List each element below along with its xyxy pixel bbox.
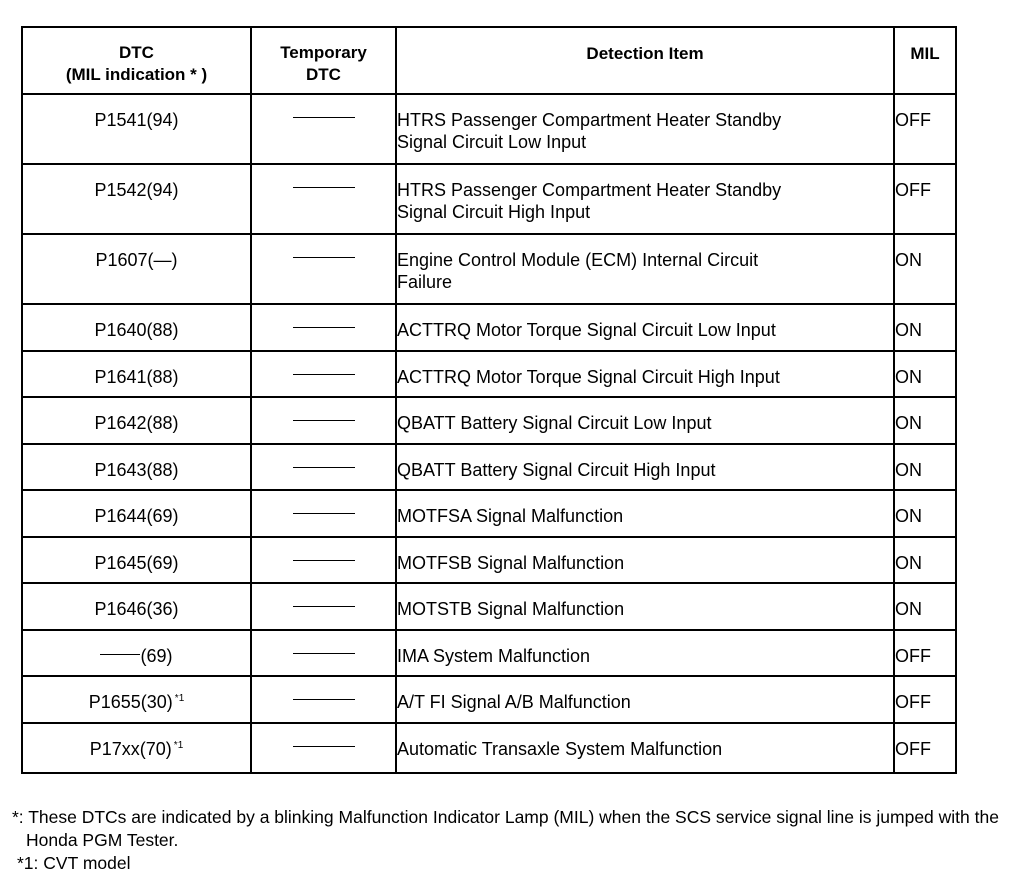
detection-item xyxy=(396,723,894,773)
code-dash-line xyxy=(100,654,140,655)
table-row xyxy=(22,583,956,630)
mil-status: ON xyxy=(894,234,956,304)
header-temp-line1: Temporary xyxy=(280,43,367,62)
detection-item xyxy=(396,537,894,583)
dtc-code xyxy=(22,234,251,304)
mil-status: OFF xyxy=(894,164,956,234)
detection-item-line: ACTTRQ Motor Torque Signal Circuit Low Input xyxy=(397,320,776,340)
footnote-marker: *1 xyxy=(174,693,185,704)
table-row xyxy=(22,351,956,397)
dtc-code-text: P1640(88) xyxy=(94,320,179,340)
dash-line xyxy=(293,513,355,514)
mil-status: ON xyxy=(894,304,956,351)
temporary-dtc xyxy=(251,583,396,630)
detection-item xyxy=(396,94,894,164)
detection-item xyxy=(396,234,894,304)
table-row xyxy=(22,676,956,723)
dash-line xyxy=(293,420,355,421)
dtc-code-text: P1542(94) xyxy=(94,180,179,200)
mil-status: ON xyxy=(894,583,956,630)
detection-item-line: Engine Control Module (ECM) Internal Circuit xyxy=(397,250,759,270)
dtc-code-text: P1655(30) xyxy=(88,692,173,712)
dtc-code-text: P17xx(70) xyxy=(89,739,172,759)
dtc-code-text: P1642(88) xyxy=(94,413,179,433)
detection-item xyxy=(396,397,894,444)
temporary-dtc xyxy=(251,94,396,164)
detection-item xyxy=(396,676,894,723)
temporary-dtc xyxy=(251,351,396,397)
dtc-code-text: P1607(—) xyxy=(95,250,178,270)
mil-status: OFF xyxy=(894,94,956,164)
detection-item xyxy=(396,444,894,490)
dtc-code-text: P1641(88) xyxy=(94,367,179,387)
footnotes xyxy=(12,806,1016,875)
dtc-code xyxy=(22,444,251,490)
mil-status: ON xyxy=(894,537,956,583)
dtc-code xyxy=(22,490,251,537)
dtc-code xyxy=(22,583,251,630)
detection-item-line: A/T FI Signal A/B Malfunction xyxy=(397,692,631,712)
table-row xyxy=(22,723,956,773)
footnote-cvt: *1: CVT model xyxy=(17,853,131,873)
detection-item xyxy=(396,490,894,537)
dash-line xyxy=(293,117,355,118)
detection-item-line: MOTFSB Signal Malfunction xyxy=(397,553,625,573)
temporary-dtc xyxy=(251,234,396,304)
detection-item-line: Signal Circuit Low Input xyxy=(397,132,587,152)
table-row xyxy=(22,304,956,351)
mil-status: OFF xyxy=(894,630,956,676)
dtc-code xyxy=(22,304,251,351)
dash-line xyxy=(293,187,355,188)
detection-item-line: QBATT Battery Signal Circuit High Input xyxy=(397,460,716,480)
mil-status: ON xyxy=(894,397,956,444)
detection-item xyxy=(396,630,894,676)
dash-line xyxy=(293,374,355,375)
dash-line xyxy=(293,560,355,561)
dtc-code-text: P1541(94) xyxy=(94,110,179,130)
mil-status: ON xyxy=(894,444,956,490)
dtc-code-text: P1643(88) xyxy=(94,460,179,480)
dtc-code-text: P1646(36) xyxy=(94,599,179,619)
table-row xyxy=(22,94,956,164)
detection-item-line: HTRS Passenger Compartment Heater Standby xyxy=(397,110,782,130)
detection-item-line: ACTTRQ Motor Torque Signal Circuit High Input xyxy=(397,367,780,387)
dtc-code-text: P1644(69) xyxy=(94,506,179,526)
detection-item-line: MOTSTB Signal Malfunction xyxy=(397,599,625,619)
dtc-code xyxy=(22,676,251,723)
detection-item-line: IMA System Malfunction xyxy=(397,646,591,666)
dash-line xyxy=(293,467,355,468)
dtc-code xyxy=(22,164,251,234)
header-dtc-line1: DTC xyxy=(119,43,154,62)
temporary-dtc xyxy=(251,164,396,234)
dtc-code xyxy=(22,537,251,583)
header-dtc xyxy=(22,27,251,94)
mil-status: ON xyxy=(894,351,956,397)
temporary-dtc xyxy=(251,630,396,676)
table-row xyxy=(22,234,956,304)
dtc-code xyxy=(22,397,251,444)
detection-item-line: Signal Circuit High Input xyxy=(397,202,591,222)
detection-item-line: QBATT Battery Signal Circuit Low Input xyxy=(397,413,712,433)
header-mil: MIL xyxy=(894,27,956,94)
header-detection-item: Detection Item xyxy=(396,27,894,94)
dash-line xyxy=(293,746,355,747)
temporary-dtc xyxy=(251,676,396,723)
dash-line xyxy=(293,699,355,700)
detection-item xyxy=(396,164,894,234)
header-dtc-line2: (MIL indication * ) xyxy=(65,65,208,84)
temporary-dtc xyxy=(251,490,396,537)
mil-status: OFF xyxy=(894,676,956,723)
dash-line xyxy=(293,257,355,258)
detection-item-line: MOTFSA Signal Malfunction xyxy=(397,506,624,526)
dash-line xyxy=(293,653,355,654)
detection-item xyxy=(396,583,894,630)
detection-item-line: HTRS Passenger Compartment Heater Standby xyxy=(397,180,782,200)
dtc-code xyxy=(22,723,251,773)
table-row xyxy=(22,630,956,676)
detection-item xyxy=(396,304,894,351)
dtc-table xyxy=(21,26,957,774)
table-row xyxy=(22,537,956,583)
footnote-marker: *1 xyxy=(173,740,184,751)
detection-item-line: Automatic Transaxle System Malfunction xyxy=(397,739,723,759)
header-temp-line2: DTC xyxy=(306,65,341,84)
footnote-star: *: These DTCs are indicated by a blinking Malfunction Indicator Lamp (MIL) when the SCS service signal line is jumped with the Honda PGM Tester. xyxy=(12,807,999,850)
table-row xyxy=(22,444,956,490)
dtc-code xyxy=(22,351,251,397)
header-temporary-dtc xyxy=(251,27,396,94)
dtc-code-text: P1645(69) xyxy=(94,553,179,573)
mil-status: ON xyxy=(894,490,956,537)
detection-item xyxy=(396,351,894,397)
header-row xyxy=(22,27,956,94)
dtc-code-text: (69) xyxy=(140,646,173,666)
mil-status: OFF xyxy=(894,723,956,773)
detection-item-line: Failure xyxy=(397,272,453,292)
temporary-dtc xyxy=(251,444,396,490)
temporary-dtc xyxy=(251,723,396,773)
temporary-dtc xyxy=(251,304,396,351)
table-row xyxy=(22,490,956,537)
table-row xyxy=(22,164,956,234)
dtc-code xyxy=(22,94,251,164)
table-row xyxy=(22,397,956,444)
dash-line xyxy=(293,606,355,607)
temporary-dtc xyxy=(251,537,396,583)
dash-line xyxy=(293,327,355,328)
dtc-code xyxy=(22,630,251,676)
temporary-dtc xyxy=(251,397,396,444)
